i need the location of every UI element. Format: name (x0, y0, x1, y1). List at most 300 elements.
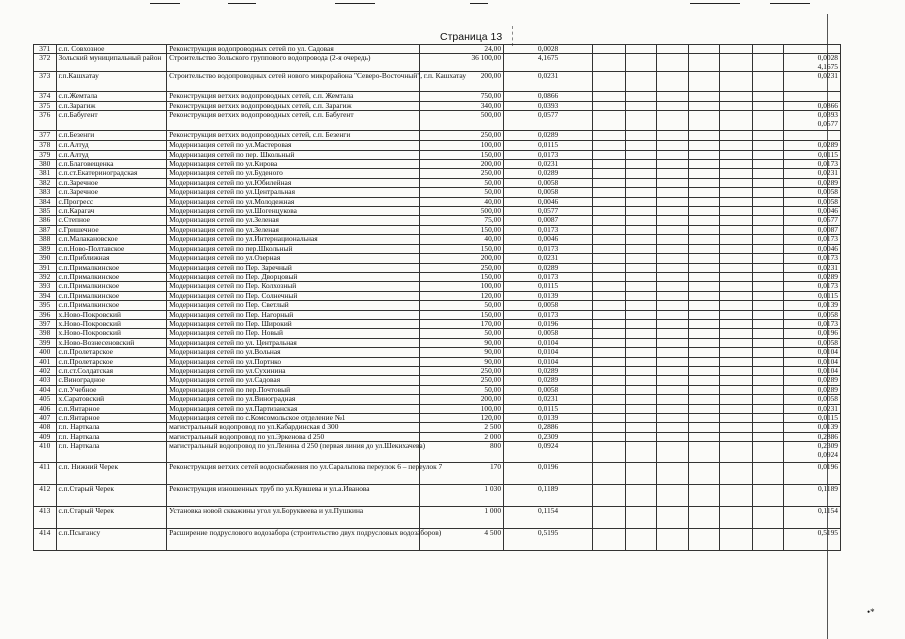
empty-cell (752, 348, 783, 357)
page-title: Страница 13 (440, 31, 503, 43)
row-share: 0,0058 (504, 178, 593, 187)
empty-cell (752, 216, 783, 225)
empty-cell (752, 131, 783, 141)
row-quantity: 150,00 (420, 225, 504, 234)
empty-cell (720, 150, 753, 159)
table-row (34, 282, 841, 291)
row-number: 374 (34, 92, 57, 101)
table-row (34, 414, 841, 423)
row-work-description: Модернизация сетей по ул.Молодежная (167, 197, 420, 206)
empty-cell (752, 72, 783, 92)
empty-cell (625, 254, 656, 263)
empty-cell (752, 463, 783, 485)
row-share: 0,0046 (504, 235, 593, 244)
data-table (33, 44, 841, 551)
row-number: 407 (34, 414, 57, 423)
row-share: 0,0577 (504, 207, 593, 216)
row-settlement: с.п.Псыгансу (56, 529, 167, 551)
empty-cell (720, 131, 753, 141)
row-quantity: 250,00 (420, 263, 504, 272)
empty-cell (625, 150, 656, 159)
empty-cell (625, 244, 656, 253)
empty-cell (593, 141, 626, 150)
empty-cell (625, 225, 656, 234)
row-share: 0,0173 (504, 150, 593, 159)
row-share: 0,0104 (504, 338, 593, 347)
row-share-total: 0,0173 (783, 235, 840, 244)
empty-cell (593, 54, 626, 72)
row-share-total: 0,5195 (783, 529, 840, 551)
row-share-total: 0,0104 (783, 348, 840, 357)
row-work-description: Модернизация сетей по ул.Садовая (167, 376, 420, 385)
row-quantity: 100,00 (420, 282, 504, 291)
row-share: 0,0115 (504, 404, 593, 413)
row-number: 403 (34, 376, 57, 385)
empty-cell (720, 141, 753, 150)
row-share-total: 0,0289 (783, 178, 840, 187)
empty-cell (593, 282, 626, 291)
row-work-description: Установка новой скважины угол ул.Боруквеева и ул.Пушкина (167, 507, 420, 529)
empty-cell (625, 507, 656, 529)
empty-cell (625, 169, 656, 178)
row-quantity: 150,00 (420, 244, 504, 253)
row-share: 0,0231 (504, 395, 593, 404)
row-number: 392 (34, 272, 57, 281)
row-quantity: 2 000 (420, 432, 504, 441)
empty-cell (720, 188, 753, 197)
row-number: 400 (34, 348, 57, 357)
row-settlement: х.Ново-Покровский (56, 310, 167, 319)
empty-cell (720, 432, 753, 441)
row-share-total: 0,0173 (783, 319, 840, 328)
row-number: 409 (34, 432, 57, 441)
empty-cell (689, 263, 720, 272)
empty-cell (752, 507, 783, 529)
row-work-description: Реконструкция ветхих водопроводных сетей, с.п. Зарагиж (167, 101, 420, 110)
empty-cell (752, 111, 783, 131)
empty-cell (752, 225, 783, 234)
empty-cell (656, 207, 689, 216)
empty-cell (593, 263, 626, 272)
empty-cell (625, 310, 656, 319)
row-settlement: с.п.ст.Солдатская (56, 366, 167, 375)
empty-cell (593, 272, 626, 281)
row-quantity: 4 500 (420, 529, 504, 551)
row-work-description: Модернизация сетей по ул.Зеленая (167, 225, 420, 234)
row-number: 402 (34, 366, 57, 375)
empty-cell (720, 291, 753, 300)
row-settlement: с.п.Старый Черек (56, 507, 167, 529)
row-quantity: 1 030 (420, 485, 504, 507)
empty-cell (689, 442, 720, 463)
row-quantity: 200,00 (420, 395, 504, 404)
empty-cell (593, 216, 626, 225)
row-work-description: Реконструкция ветхих водопроводных сетей, с.п. Бабугент (167, 111, 420, 131)
row-share-total: 0,0058 (783, 310, 840, 319)
row-settlement: с.п.Зарагиж (56, 101, 167, 110)
row-share: 0,0058 (504, 385, 593, 394)
row-number: 388 (34, 235, 57, 244)
empty-cell (593, 529, 626, 551)
row-quantity: 36 100,00 (420, 54, 504, 72)
table-row (34, 150, 841, 159)
top-scan-marks (0, 0, 905, 10)
row-quantity: 50,00 (420, 329, 504, 338)
row-share: 0,0289 (504, 376, 593, 385)
row-settlement: с.п.Приближная (56, 254, 167, 263)
row-quantity: 120,00 (420, 414, 504, 423)
row-work-description: Модернизация сетей по ул.Партизанская (167, 404, 420, 413)
table-row (34, 357, 841, 366)
row-work-description: Модернизация сетей по ул.Виноградная (167, 395, 420, 404)
row-work-description: Модернизация сетей по пер. Школьный (167, 150, 420, 159)
row-share-total (783, 92, 840, 101)
row-share: 0,0289 (504, 131, 593, 141)
empty-cell (689, 141, 720, 150)
table-row (34, 338, 841, 347)
row-quantity: 500,00 (420, 207, 504, 216)
row-settlement: с.п.Янтарное (56, 404, 167, 413)
empty-cell (689, 244, 720, 253)
empty-cell (752, 338, 783, 347)
row-share-total: 0,0173 (783, 282, 840, 291)
row-settlement: с.п.Прималкинское (56, 272, 167, 281)
row-share: 0,0866 (504, 92, 593, 101)
empty-cell (720, 414, 753, 423)
table-row (34, 319, 841, 328)
empty-cell (689, 348, 720, 357)
table-row (34, 366, 841, 375)
row-share-total: 0,0115 (783, 414, 840, 423)
row-number: 394 (34, 291, 57, 300)
corner-marks: •* (867, 607, 875, 617)
row-number: 413 (34, 507, 57, 529)
empty-cell (593, 235, 626, 244)
row-quantity: 150,00 (420, 310, 504, 319)
empty-cell (752, 395, 783, 404)
row-share-total: 0,0028 4,1675 (783, 54, 840, 72)
empty-cell (689, 423, 720, 432)
row-work-description: Расширение подруслового водозабора (строительство двух подрусловых водозаборов) (167, 529, 420, 551)
empty-cell (720, 235, 753, 244)
row-quantity: 170 (420, 463, 504, 485)
empty-cell (720, 404, 753, 413)
empty-cell (752, 92, 783, 101)
empty-cell (656, 235, 689, 244)
row-number: 405 (34, 395, 57, 404)
row-share-total: 0,0231 (783, 263, 840, 272)
row-share: 0,0173 (504, 310, 593, 319)
empty-cell (625, 282, 656, 291)
empty-cell (656, 45, 689, 54)
empty-cell (625, 319, 656, 328)
empty-cell (656, 169, 689, 178)
empty-cell (689, 329, 720, 338)
row-share-total (783, 131, 840, 141)
row-number: 373 (34, 72, 57, 92)
empty-cell (752, 45, 783, 54)
empty-cell (689, 282, 720, 291)
empty-cell (720, 225, 753, 234)
row-quantity: 500,00 (420, 111, 504, 131)
empty-cell (689, 463, 720, 485)
empty-cell (720, 169, 753, 178)
empty-cell (752, 244, 783, 253)
empty-cell (689, 101, 720, 110)
empty-cell (656, 188, 689, 197)
empty-cell (720, 178, 753, 187)
empty-cell (625, 338, 656, 347)
empty-cell (625, 111, 656, 131)
empty-cell (625, 395, 656, 404)
empty-cell (656, 423, 689, 432)
row-settlement: х.Саратовский (56, 395, 167, 404)
row-share-total: 0,0173 (783, 160, 840, 169)
empty-cell (593, 244, 626, 253)
empty-cell (593, 432, 626, 441)
empty-cell (625, 463, 656, 485)
empty-cell (593, 207, 626, 216)
empty-cell (593, 463, 626, 485)
empty-cell (689, 92, 720, 101)
row-work-description: Модернизация сетей по Пер. Колхозный (167, 282, 420, 291)
empty-cell (656, 101, 689, 110)
empty-cell (689, 310, 720, 319)
row-share-total: 0,0058 (783, 188, 840, 197)
row-share-total: 0,2309 0,0924 (783, 442, 840, 463)
row-quantity: 50,00 (420, 188, 504, 197)
table-row (34, 72, 841, 92)
empty-cell (656, 301, 689, 310)
table-row (34, 188, 841, 197)
row-share-total: 0,0139 (783, 423, 840, 432)
row-share: 0,0104 (504, 357, 593, 366)
table-row (34, 141, 841, 150)
empty-cell (689, 376, 720, 385)
row-share: 0,0028 (504, 45, 593, 54)
row-share-total: 0,0577 (783, 216, 840, 225)
empty-cell (720, 329, 753, 338)
empty-cell (593, 178, 626, 187)
empty-cell (593, 197, 626, 206)
row-work-description: Модернизация сетей по пер.Школьный (167, 244, 420, 253)
empty-cell (625, 423, 656, 432)
empty-cell (593, 395, 626, 404)
empty-cell (625, 357, 656, 366)
empty-cell (625, 188, 656, 197)
empty-cell (656, 263, 689, 272)
empty-cell (689, 338, 720, 347)
empty-cell (656, 282, 689, 291)
row-work-description: Модернизация сетей по ул.Юбилейная (167, 178, 420, 187)
row-number: 371 (34, 45, 57, 54)
row-work-description: Модернизация сетей по ул.Мастеровая (167, 141, 420, 150)
row-work-description: магистральный водопровод по ул.Ленина d 250 (первая линия до ул.Шекихачева) (167, 442, 420, 463)
row-number: 396 (34, 310, 57, 319)
row-settlement: г.п. Нарткала (56, 423, 167, 432)
empty-cell (720, 301, 753, 310)
empty-cell (656, 291, 689, 300)
row-share-total: 0,0196 (783, 463, 840, 485)
row-settlement: с.Прогресс (56, 197, 167, 206)
table-row (34, 507, 841, 529)
row-work-description: Модернизация сетей по ул.Кирова (167, 160, 420, 169)
empty-cell (625, 207, 656, 216)
empty-cell (752, 169, 783, 178)
row-work-description: Модернизация сетей по Пер. Заречный (167, 263, 420, 272)
empty-cell (689, 216, 720, 225)
table-row (34, 254, 841, 263)
empty-cell (656, 216, 689, 225)
row-share-total: 0,0289 (783, 272, 840, 281)
empty-cell (656, 310, 689, 319)
row-quantity: 100,00 (420, 141, 504, 150)
empty-cell (752, 272, 783, 281)
empty-cell (689, 291, 720, 300)
empty-cell (689, 529, 720, 551)
empty-cell (752, 150, 783, 159)
empty-cell (656, 178, 689, 187)
empty-cell (593, 414, 626, 423)
empty-cell (625, 101, 656, 110)
empty-cell (656, 272, 689, 281)
row-settlement: х.Ново-Покровский (56, 329, 167, 338)
row-share-total: 0,0046 (783, 244, 840, 253)
table-row (34, 216, 841, 225)
table-row (34, 376, 841, 385)
empty-cell (656, 463, 689, 485)
empty-cell (656, 414, 689, 423)
row-share: 4,1675 (504, 54, 593, 72)
empty-cell (593, 188, 626, 197)
row-quantity: 50,00 (420, 301, 504, 310)
row-quantity: 200,00 (420, 72, 504, 92)
empty-cell (625, 178, 656, 187)
row-settlement: х.Ново-Покровский (56, 319, 167, 328)
row-share: 0,0115 (504, 141, 593, 150)
empty-cell (656, 507, 689, 529)
empty-cell (656, 357, 689, 366)
empty-cell (720, 376, 753, 385)
row-settlement: с.п.Алтуд (56, 150, 167, 159)
empty-cell (689, 197, 720, 206)
row-share-total: 0,0058 (783, 197, 840, 206)
empty-cell (752, 529, 783, 551)
row-work-description: Модернизация сетей по ул.Буденого (167, 169, 420, 178)
empty-cell (625, 45, 656, 54)
table-row (34, 463, 841, 485)
row-quantity: 250,00 (420, 366, 504, 375)
row-number: 408 (34, 423, 57, 432)
row-share: 0,0058 (504, 188, 593, 197)
row-quantity: 250,00 (420, 131, 504, 141)
table-row (34, 529, 841, 551)
row-number: 385 (34, 207, 57, 216)
empty-cell (689, 111, 720, 131)
empty-cell (689, 207, 720, 216)
row-settlement: г.п. Нарткала (56, 432, 167, 441)
row-share-total: 0,0196 (783, 329, 840, 338)
row-settlement: с.п.Пролетарское (56, 357, 167, 366)
empty-cell (752, 54, 783, 72)
row-work-description: Реконструкция водопроводных сетей по ул. Садовая (167, 45, 420, 54)
empty-cell (689, 54, 720, 72)
row-settlement: г.п. Нарткала (56, 442, 167, 463)
row-number: 391 (34, 263, 57, 272)
empty-cell (593, 404, 626, 413)
row-share: 0,0058 (504, 301, 593, 310)
empty-cell (689, 485, 720, 507)
row-quantity: 250,00 (420, 376, 504, 385)
row-settlement: с.п.Старый Черек (56, 485, 167, 507)
row-settlement: с.п.Заречное (56, 188, 167, 197)
empty-cell (656, 366, 689, 375)
row-share: 0,2886 (504, 423, 593, 432)
row-share: 0,0173 (504, 272, 593, 281)
row-settlement: с.п.Прималкинское (56, 282, 167, 291)
row-quantity: 90,00 (420, 338, 504, 347)
row-share: 0,0058 (504, 329, 593, 338)
empty-cell (720, 310, 753, 319)
row-settlement: с.п.Алтуд (56, 141, 167, 150)
empty-cell (689, 357, 720, 366)
empty-cell (625, 92, 656, 101)
row-share-total: 0,0231 (783, 72, 840, 92)
table-row (34, 92, 841, 101)
empty-cell (689, 45, 720, 54)
row-work-description: Модернизация сетей по ул.Интернациональная (167, 235, 420, 244)
empty-cell (593, 385, 626, 394)
empty-cell (625, 54, 656, 72)
row-work-description: Модернизация сетей по с.Комсомольское отделение №1 (167, 414, 420, 423)
row-share-total: 0,0104 (783, 366, 840, 375)
table-row (34, 131, 841, 141)
empty-cell (656, 160, 689, 169)
row-work-description: Модернизация сетей по Пер. Новый (167, 329, 420, 338)
empty-cell (720, 111, 753, 131)
row-number: 378 (34, 141, 57, 150)
empty-cell (656, 72, 689, 92)
row-work-description: магистральный водопровод по ул.Эркенова d 250 (167, 432, 420, 441)
row-settlement: с.п.Заречное (56, 178, 167, 187)
row-number: 387 (34, 225, 57, 234)
row-settlement: с.п.Прималкинское (56, 263, 167, 272)
empty-cell (752, 442, 783, 463)
empty-cell (656, 338, 689, 347)
row-share-total: 0,0866 (783, 101, 840, 110)
table-row (34, 395, 841, 404)
empty-cell (752, 385, 783, 394)
dashed-guide-line (512, 26, 513, 46)
table-row (34, 301, 841, 310)
row-share: 0,0104 (504, 348, 593, 357)
empty-cell (593, 160, 626, 169)
empty-cell (625, 197, 656, 206)
row-settlement: х.Ново-Вознесеновский (56, 338, 167, 347)
empty-cell (689, 385, 720, 394)
row-share: 0,0196 (504, 319, 593, 328)
table-row (34, 169, 841, 178)
empty-cell (752, 141, 783, 150)
empty-cell (720, 101, 753, 110)
empty-cell (689, 404, 720, 413)
row-work-description: Модернизация сетей по пер.Почтовый (167, 385, 420, 394)
empty-cell (752, 178, 783, 187)
row-work-description: Модернизация сетей по ул. Центральная (167, 338, 420, 347)
empty-cell (720, 216, 753, 225)
row-work-description: Модернизация сетей по Пер. Солнечный (167, 291, 420, 300)
row-number: 390 (34, 254, 57, 263)
